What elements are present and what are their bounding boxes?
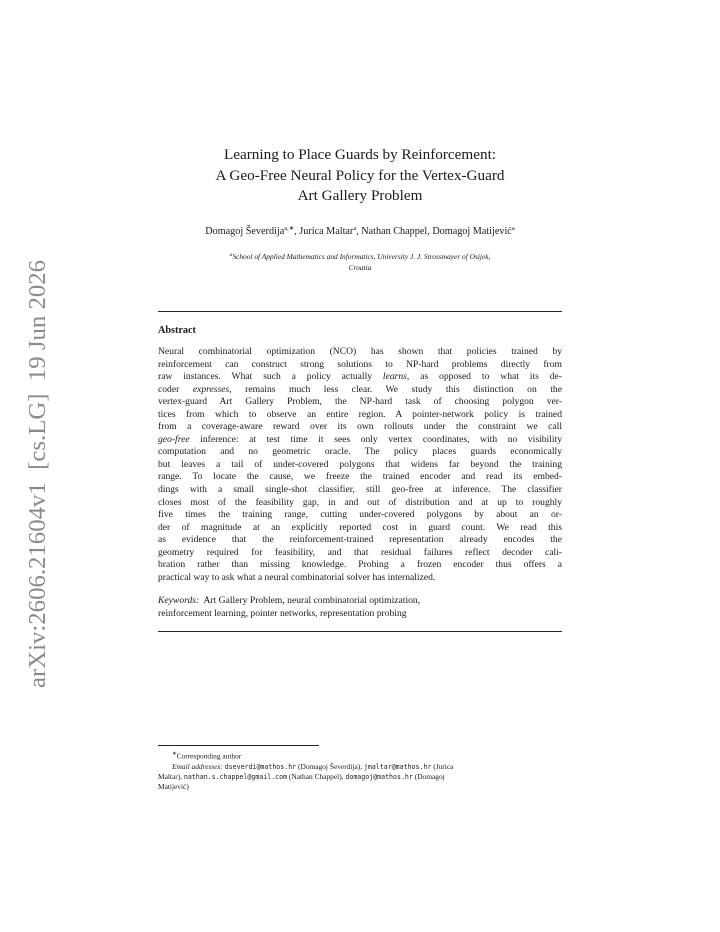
abstract-line xyxy=(158,522,562,535)
title-line: Learning to Place Guards by Reinforcement: xyxy=(223,146,497,163)
affiliation-line: School of Applied Mathematics and Informatics, University J. J. Strossmayer of Osijek, xyxy=(232,252,491,261)
affiliation xyxy=(158,250,562,273)
abstract-text-fragment: computation and no geometric oracle. The policy places guards economically xyxy=(158,446,562,458)
abstract-line xyxy=(158,434,562,447)
abstract-text-fragment: practical way to ask what a neural combinatorial solver has internalized. xyxy=(158,571,436,583)
abstract-emphasis: geo-free xyxy=(158,433,190,445)
abstract-line xyxy=(158,559,562,572)
abstract-line xyxy=(158,572,562,585)
abstract-top-rule xyxy=(158,311,562,312)
abstract-line xyxy=(158,459,562,472)
arxiv-identifier-svg xyxy=(18,258,54,688)
email-owner: Domagoj Ševerdija xyxy=(300,761,358,771)
author-affiliation-mark: a xyxy=(511,225,515,232)
email-address[interactable]: jmaltar@mathos.hr xyxy=(363,762,432,771)
abstract-text-fragment: coder xyxy=(158,383,193,395)
footnote-rule xyxy=(158,745,319,746)
abstract-line xyxy=(158,384,562,397)
abstract-text-fragment: vertex-guard Art Gallery Problem, the NP-hard task of choosing polygon ver- xyxy=(158,396,562,408)
abstract-line xyxy=(158,446,562,459)
title-line: Art Gallery Problem xyxy=(297,187,423,204)
corresponding-author-note: Corresponding author xyxy=(176,751,242,761)
affiliation-line: Croatia xyxy=(348,262,372,272)
keywords-label: Keywords: xyxy=(158,595,200,606)
abstract-line xyxy=(158,346,562,359)
abstract-text-fragment: range. To locate the cause, we freeze the trained encoder and read its embed- xyxy=(158,471,562,483)
abstract-bottom-rule xyxy=(158,631,562,632)
email-address[interactable]: nathan.s.chappel@gmail.com xyxy=(183,773,288,782)
abstract-text-fragment: five times the training range, cutting under-covered polygons by about an or- xyxy=(158,509,562,521)
abstract-text-fragment: , as opposed to what its de- xyxy=(406,371,562,383)
abstract-heading: Abstract xyxy=(158,325,196,336)
abstract-text-fragment: but leaves a tail of under-covered polygons that widens far beyond the training xyxy=(158,458,562,470)
abstract-text-fragment: dings with a small single-shot classifier, still geo-free at inference. The classifier xyxy=(158,484,562,496)
abstract-text-fragment: as evidence that the reinforcement-trained representation already encodes the xyxy=(158,534,562,546)
abstract-text-fragment: from a coverage-aware reward over its own rollouts under the constraint we call xyxy=(158,421,562,433)
email-address[interactable]: dseverdi@mathos.hr xyxy=(224,762,297,771)
author-name: Domagoj Ševerdija xyxy=(205,226,285,237)
abstract-text-fragment: geometry required for feasibility, and that residual failures reflect decoder cali- xyxy=(158,546,562,558)
author-name: Nathan Chappel xyxy=(361,226,428,237)
abstract-text-fragment: closes most of the feasibility gap, in and out of distribution and at up to roughly xyxy=(158,496,562,508)
abstract-emphasis: expresses xyxy=(192,383,230,395)
author-name: Jurica Maltar xyxy=(299,226,354,237)
affiliation-mark: a xyxy=(229,252,233,258)
abstract-line xyxy=(158,421,562,434)
abstract-text-fragment: reinforcement can construct strong solutions to NP-hard problems directly from xyxy=(158,358,562,370)
abstract-line xyxy=(158,371,562,384)
email-label: Email addresses: xyxy=(172,761,223,771)
keywords-line: reinforcement learning, pointer networks, representation probing xyxy=(158,607,407,619)
abstract-line xyxy=(158,359,562,372)
email-owner: Nathan Chappel xyxy=(291,772,340,782)
abstract-line xyxy=(158,509,562,522)
abstract-line xyxy=(158,471,562,484)
paper-title xyxy=(158,145,562,207)
author-affiliation-mark: a,∗ xyxy=(284,225,295,232)
abstract-line xyxy=(158,497,562,510)
abstract-text-fragment: inference: at test time it sees only vertex coordinates, with no visibility xyxy=(189,433,562,445)
abstract-body xyxy=(158,346,562,584)
author-list: Domagoj Ševerdija$^{a,∗}$, Jurica Maltar$^a$, Nathan Chappel, Domagoj Matijević$^a$ xyxy=(205,225,515,237)
footnotes: ∗Corresponding author Email addresses: dseverdi@mathos.hr (Domagoj Ševerdija), jmaltar@mathos.hr (Jurica Maltar), nathan.s.chappel@gmail.com (Nathan Chappel), domagoj@mathos.hr (Domagoj Matijević) xyxy=(158,751,454,792)
author-affiliation-mark: a xyxy=(353,225,357,232)
title-line: A Geo-Free Neural Policy for the Vertex-Guard xyxy=(215,166,505,184)
abstract-text-fragment: , remains much less clear. We study this distinction on the xyxy=(229,383,562,395)
abstract-line xyxy=(158,484,562,497)
arxiv-identifier-text: arXiv:2606.21604v1 [cs.LG] 19 Jun 2026 xyxy=(25,273,51,688)
keywords-line: Art Gallery Problem, neural combinatorial optimization, xyxy=(203,595,421,606)
abstract-emphasis: learns xyxy=(382,371,407,383)
abstract-text-fragment: tices from which to observe an entire region. A pointer-network policy is trained xyxy=(158,408,562,420)
abstract-text-fragment: der of magnitude at an explicitly reported cost in guard count. We read this xyxy=(158,521,562,533)
arxiv-identifier-stamp xyxy=(18,258,54,688)
keywords xyxy=(158,595,562,620)
corresponding-mark: ∗ xyxy=(172,751,177,757)
email-address[interactable]: domagoj@mathos.hr xyxy=(345,773,413,782)
author-name: Domagoj Matijević xyxy=(432,226,512,237)
abstract-text-fragment: Neural combinatorial optimization (NCO) has shown that policies trained by xyxy=(158,346,562,357)
abstract-line xyxy=(158,534,562,547)
abstract-line xyxy=(158,547,562,560)
abstract-text-fragment: raw instances. What such a policy actually xyxy=(158,371,383,383)
abstract-line xyxy=(158,396,562,409)
abstract-line xyxy=(158,409,562,422)
abstract-text-fragment: bration rather than missing knowledge. Probing a frozen encoder thus offers a xyxy=(158,559,562,571)
